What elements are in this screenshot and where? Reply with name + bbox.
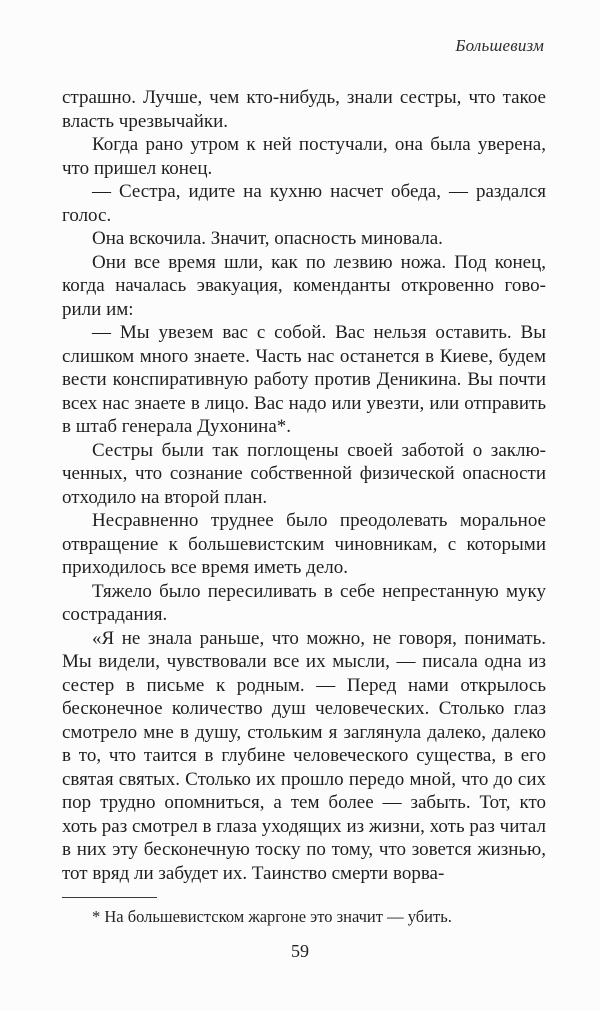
footnote-block (62, 897, 546, 927)
paragraph: Тяжело было пересиливать в себе непрестанную муку сострадания. (62, 580, 546, 625)
footnote-rule (62, 897, 157, 898)
footnote-text: На большевистском жаргоне это значит — убить. (100, 907, 452, 926)
paragraph: Сестры были так поглощены своей заботой о заключенных, что сознание собственной физической опасности отходило на второй план. (62, 439, 546, 508)
running-head: Большевизм (455, 36, 544, 55)
paragraph: Они все время шли, как по лезвию ножа. Под конец, когда началась эвакуация, коменданты откровенно говорили им: (62, 251, 546, 320)
footnote-marker: * (92, 907, 101, 926)
paragraph: Несравненно труднее было преодолевать моральное отвращение к большевистским чиновникам, с которыми приходилось все время иметь дело. (62, 510, 546, 578)
body-text (62, 86, 546, 885)
paragraph: — Сестра, идите на кухню насчет обеда, — раздался голос. (62, 181, 546, 226)
paragraph: — Мы увезем вас с собой. Вас нельзя оставить. Вы слишком много знаете. Часть нас останется в Киеве, будем вести конспиративную работу против Деникина. Вы почти всех нас знаете в лицо. Вас надо или увезти, или отправить в штаб генерала Духонина*. (62, 322, 546, 437)
paragraph: «Я не знала раньше, что можно, не говоря, понимать. Мы видели, чувствовали все их мысли, — писала одна из сестер в письме к родным. — Перед нами открылось бесконечное количество душ человеческих. Столько глаз смотрело мне в душу, стольким я заглянула далеко, далеко в то, что таится в глубине человеческого существа, в его святая святых. Столько их прошло передо мной, что до сих пор трудно опомниться, а тем более — забыть. Тот, кто хоть раз смотрел в глаза уходящих из жизни, хоть раз читал в них эту бесконечную тоску по тому, что зовется жизнью, тот вряд ли забудет их. Таинство смерти ворва- (62, 627, 546, 884)
page-number: 59 (291, 941, 309, 961)
paragraph: страшно. Лучше, чем кто-нибудь, знали сестры, что такое власть чрезвычайки. (62, 87, 546, 132)
paragraph: Когда рано утром к ней постучали, она была уверена, что пришел конец. (62, 134, 546, 179)
footnote (62, 907, 546, 927)
paragraph: Она вскочила. Значит, опасность миновала. (92, 228, 443, 249)
